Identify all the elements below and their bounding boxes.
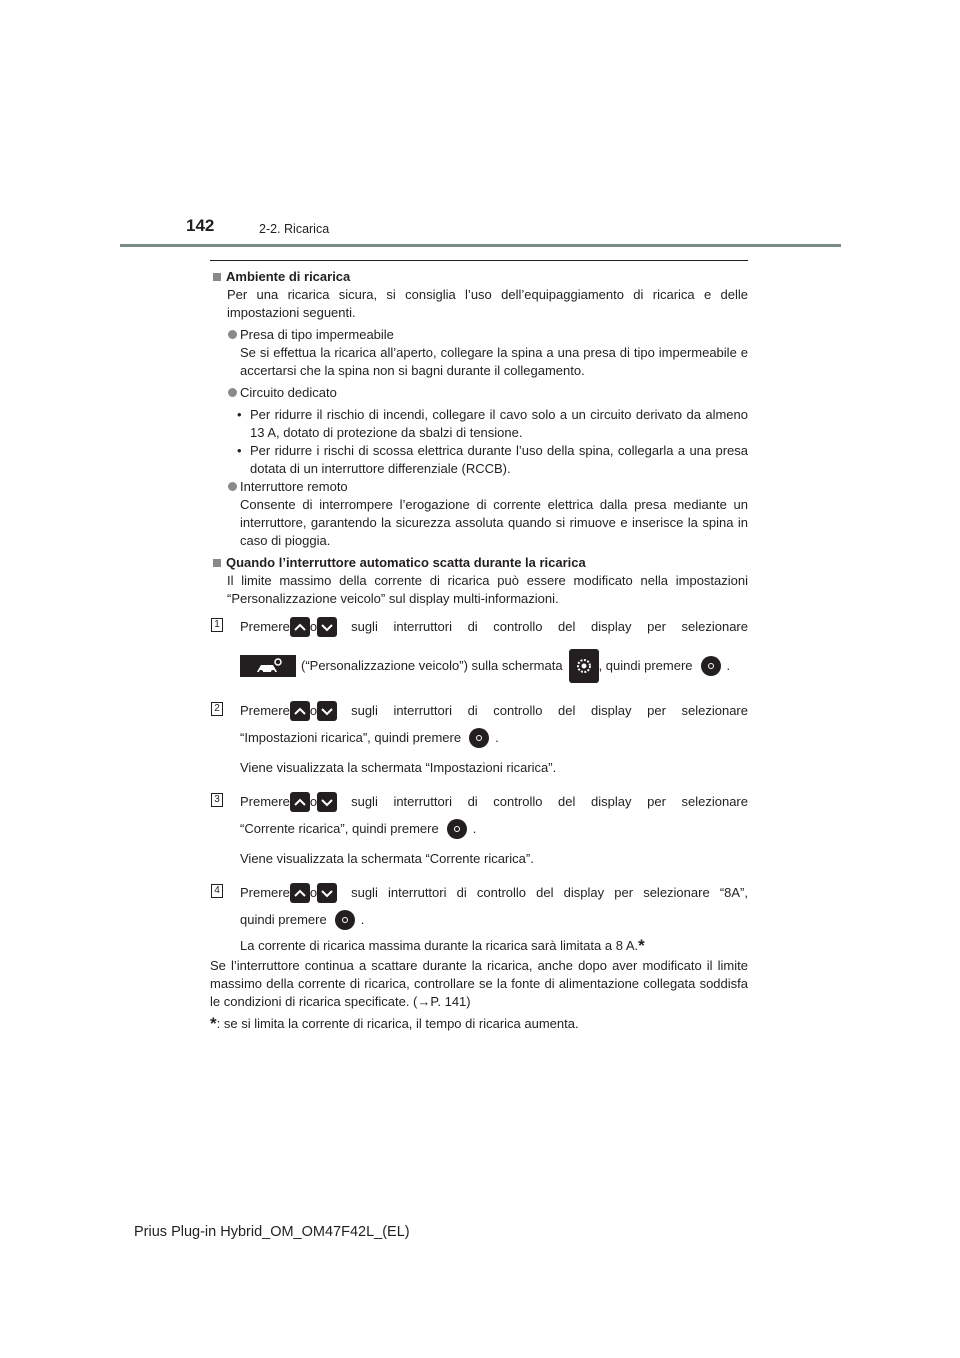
env-intro: Per una ricarica sicura, si consiglia l’uso dell’equipaggiamento di ricarica e delle impostazioni seguenti. bbox=[227, 287, 748, 320]
bullet-waterproof bbox=[210, 326, 748, 380]
bullet-title: Interruttore remoto bbox=[240, 479, 348, 494]
content-body bbox=[210, 268, 748, 1033]
bullet-remote-switch bbox=[210, 478, 748, 550]
header-divider bbox=[120, 244, 841, 247]
step-number: 3 bbox=[211, 793, 223, 807]
down-arrow-switch-icon bbox=[317, 883, 337, 903]
footnote-marker: * bbox=[638, 936, 645, 955]
ok-button-icon bbox=[701, 656, 721, 676]
step-4: 4 Premere o sugli interruttori di controllo del display per selezionare “8A”, quindi premere . La corrente di ricarica massima durante la ricarica sarà limitata a 8 A.* bbox=[210, 881, 748, 955]
section-title: 2-2. Ricarica bbox=[259, 222, 330, 236]
breaker-heading bbox=[210, 554, 748, 572]
sub-item: • Per ridurre il rischio di incendi, collegare il cavo solo a un circuito derivato da almeno 13 A, dotato di protezione da sbalzi di tensione. bbox=[237, 407, 748, 440]
ok-button-icon bbox=[335, 910, 355, 930]
up-arrow-switch-icon bbox=[290, 701, 310, 721]
round-bullet-icon bbox=[228, 330, 237, 339]
bullet-text: Consente di interrompere l’erogazione di corrente elettrica dalla presa mediante un interruttore, garantendo la sicurezza assoluta quando si rimuove e inserisce la spina in caso di pioggia. bbox=[240, 497, 748, 548]
step-1: 1 Premere o sugli interruttori di controllo del display per selezionare (“Personalizzazione veicolo”) sulla schermata , quindi premere . bbox=[210, 615, 748, 683]
square-bullet-icon bbox=[213, 273, 221, 281]
down-arrow-switch-icon bbox=[317, 701, 337, 721]
content-divider bbox=[210, 260, 748, 261]
up-arrow-switch-icon bbox=[290, 617, 310, 637]
ok-button-icon bbox=[447, 819, 467, 839]
step-number: 4 bbox=[211, 884, 223, 898]
breaker-title: Quando l’interruttore automatico scatta durante la ricarica bbox=[226, 555, 586, 570]
up-arrow-switch-icon bbox=[290, 883, 310, 903]
up-arrow-switch-icon bbox=[290, 792, 310, 812]
breaker-intro: Il limite massimo della corrente di ricarica può essere modificato nella impostazioni “Personalizzazione veicolo” sul display multi-informazioni. bbox=[227, 573, 748, 606]
round-bullet-icon bbox=[228, 482, 237, 491]
bullet-text: Se si effettua la ricarica all’aperto, collegare la spina a una presa di tipo impermeabile e accertarsi che la spina non si bagni durante il collegamento. bbox=[240, 345, 748, 378]
down-arrow-switch-icon bbox=[317, 792, 337, 812]
ok-button-icon bbox=[469, 728, 489, 748]
step-3: 3 Premere o sugli interruttori di controllo del display per selezionare “Corrente ricarica”, quindi premere . Viene visualizzata la schermata “Corrente ricarica”. bbox=[210, 790, 748, 868]
sub-text: Per ridurre il rischio di incendi, collegare il cavo solo a un circuito derivato da almeno 13 A, dotato di protezione da sbalzi di tensione. bbox=[250, 407, 748, 440]
step-result: La corrente di ricarica massima durante la ricarica sarà limitata a 8 A. bbox=[240, 938, 639, 953]
step-number: 1 bbox=[211, 618, 223, 632]
sub-item: • Per ridurre i rischi di scossa elettrica durante l’uso della spina, collegarla a una presa dotata di un interruttore differenziale (RCCB). bbox=[237, 443, 748, 476]
round-bullet-icon bbox=[228, 388, 237, 397]
closing-text: Se l’interruttore continua a scattare durante la ricarica, anche dopo aver modificato il limite massimo della corrente di ricarica, controllare se la fonte di alimentazione collegata soddisfa le condizioni di ricarica specificate. (→P. 141) bbox=[210, 958, 748, 1009]
env-heading bbox=[210, 268, 748, 286]
page-number: 142 bbox=[186, 216, 215, 235]
settings-gear-icon bbox=[569, 649, 599, 683]
down-arrow-switch-icon bbox=[317, 617, 337, 637]
square-bullet-icon bbox=[213, 559, 221, 567]
step-number: 2 bbox=[211, 702, 223, 716]
sub-text: Per ridurre i rischi di scossa elettrica durante l’uso della spina, collegarla a una presa dotata di un interruttore differenziale (RCCB). bbox=[250, 443, 748, 476]
step-result: Viene visualizzata la schermata “Impostazioni ricarica”. bbox=[240, 760, 557, 775]
step-result: Viene visualizzata la schermata “Corrente ricarica”. bbox=[240, 851, 534, 866]
vehicle-settings-icon bbox=[240, 655, 296, 677]
bullet-dedicated-circuit bbox=[210, 384, 748, 402]
env-title: Ambiente di ricarica bbox=[226, 269, 351, 284]
footer-doc-id: Prius Plug-in Hybrid_OM_OM47F42L_(EL) bbox=[134, 1224, 410, 1240]
bullet-title: Presa di tipo impermeabile bbox=[240, 327, 394, 342]
bullet-title: Circuito dedicato bbox=[240, 385, 337, 400]
step-2: 2 Premere o sugli interruttori di controllo del display per selezionare “Impostazioni ricarica”, quindi premere . Viene visualizzata la schermata “Impostazioni ricarica”. bbox=[210, 699, 748, 777]
footnote: *: se si limita la corrente di ricarica, il tempo di ricarica aumenta. bbox=[210, 1014, 579, 1033]
